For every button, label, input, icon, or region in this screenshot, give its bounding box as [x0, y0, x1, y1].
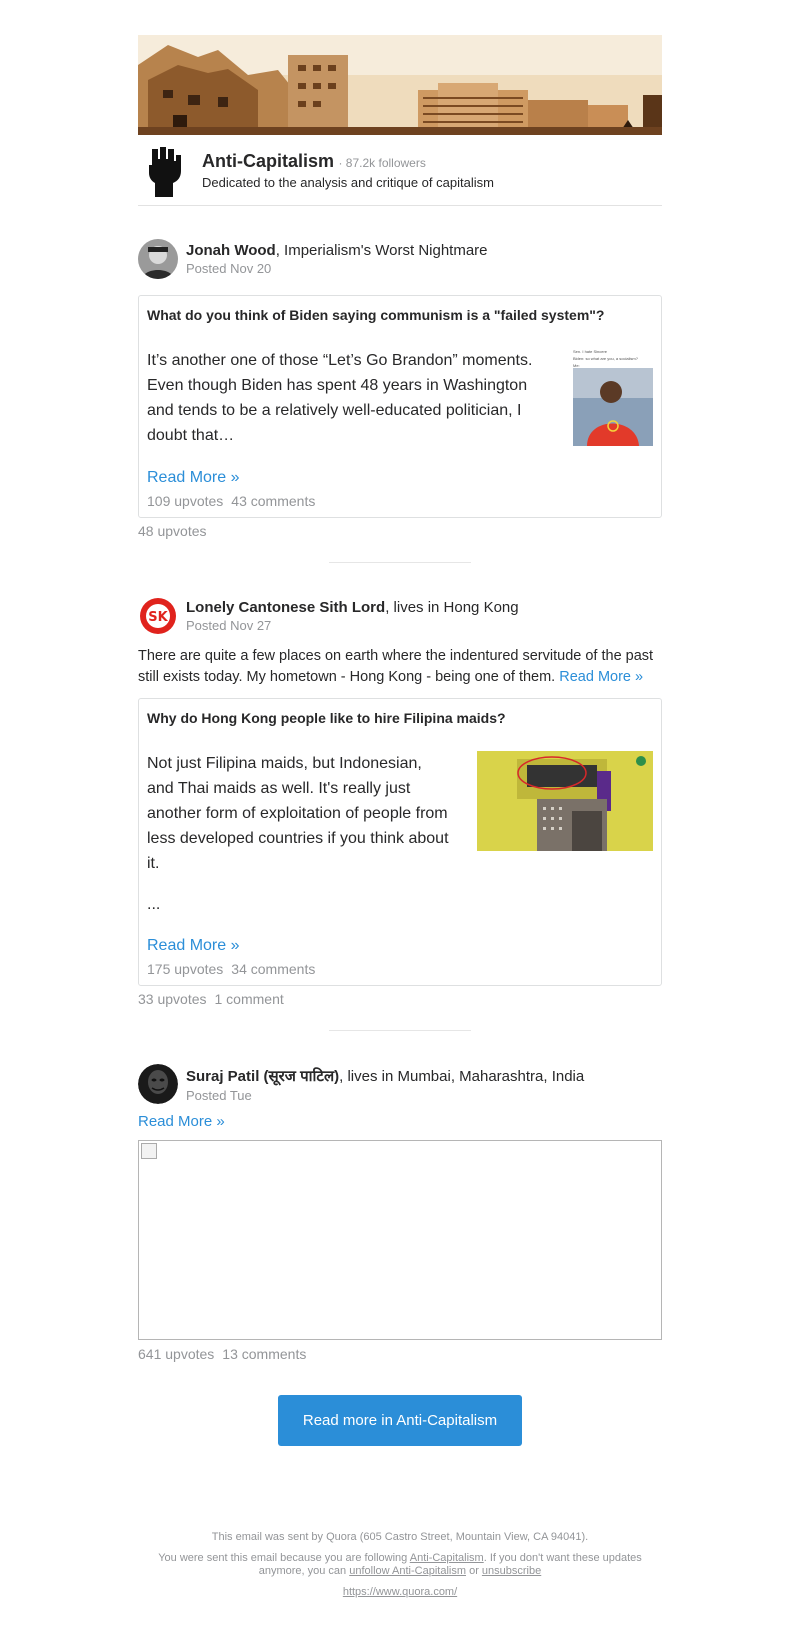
author-name[interactable]: Jonah Wood [186, 242, 276, 259]
comment-count: 13 comments [222, 1346, 307, 1362]
post-stats [138, 1346, 662, 1362]
post-intro [138, 646, 662, 688]
answer-snippet: Not just Filipina maids, but Indonesian, and Thai maids as well. It's really just another form of exploitation of people from less developed countries if you think about it. [147, 755, 449, 872]
space-header [138, 135, 662, 206]
question-title[interactable]: What do you think of Biden saying communism is a "failed system"? [147, 307, 605, 323]
answer-ellipsis: ... [147, 896, 161, 913]
post-author [138, 596, 662, 636]
comment-count: 1 comment [214, 991, 284, 1007]
read-more-in-space-button[interactable]: Read more in Anti-Capitalism [278, 1395, 522, 1446]
post-author [138, 1064, 662, 1104]
avatar[interactable] [138, 239, 178, 279]
author-name[interactable]: Lonely Cantonese Sith Lord [186, 599, 386, 616]
upvote-count: 175 upvotes [147, 961, 224, 977]
feed-post [138, 206, 662, 563]
space-name[interactable]: Anti-Capitalism [202, 150, 335, 171]
answer-thumbnail [477, 751, 653, 917]
read-more-link[interactable]: Read More » [147, 937, 240, 954]
space-followers: · 87.2k followers [338, 155, 426, 170]
upvote-count: 109 upvotes [147, 493, 224, 509]
footer-space-link[interactable]: Anti-Capitalism [409, 1552, 484, 1564]
post-author [138, 239, 662, 279]
thumbnail-caption-line: Sen. I hate Sincere [573, 349, 608, 354]
answer-stats [147, 493, 653, 509]
space-description: Dedicated to the analysis and critique of capitalism [202, 174, 494, 190]
footer-reason [138, 1552, 662, 1578]
feed-post [138, 563, 662, 1031]
post-date: Posted Nov 27 [186, 618, 272, 633]
space-banner-image [138, 35, 662, 135]
upvote-count: 48 upvotes [138, 523, 207, 539]
upvote-count: 33 upvotes [138, 991, 207, 1007]
post-date: Posted Tue [186, 1087, 252, 1103]
email-container [138, 35, 662, 1637]
unsubscribe-link[interactable]: unsubscribe [481, 1565, 542, 1577]
svg-text:SK: SK [148, 610, 168, 625]
post-intro-text: There are quite a few places on earth where the indentured servitude of the past still exists today. My hometown - Hong Kong - being one of them. [138, 648, 654, 685]
post-stats [138, 523, 662, 539]
email-footer [138, 1531, 662, 1637]
author-credential: , lives in Hong Kong [385, 599, 519, 616]
footer-reason-text: You were sent this email because you are following [158, 1552, 410, 1564]
footer-sender: This email was sent by Quora (605 Castro Street, Mountain View, CA 94041). [211, 1531, 589, 1543]
feed-post [138, 1031, 662, 1362]
cta-container [138, 1395, 662, 1446]
answer-stats [147, 961, 653, 977]
read-more-link[interactable]: Read More » [138, 1113, 225, 1130]
post-image-placeholder[interactable] [138, 1140, 662, 1340]
read-more-link[interactable]: Read More » [147, 469, 240, 486]
thumbnail-caption-line: Me: [573, 363, 580, 368]
avatar[interactable] [138, 596, 178, 636]
comment-count: 43 comments [231, 493, 316, 509]
footer-reason-text: . If you don't want these updates anymore, you can [258, 1552, 642, 1577]
quora-url-link[interactable]: https://www.quora.com/ [342, 1586, 458, 1598]
author-name[interactable]: Suraj Patil (सूरज पाटिल) [186, 1067, 340, 1085]
author-credential: , lives in Mumbai, Maharashtra, India [339, 1067, 585, 1085]
answer-thumbnail [573, 348, 653, 451]
post-date: Posted Nov 20 [186, 261, 272, 276]
read-more-link[interactable]: Read More » [559, 669, 644, 685]
question-title[interactable]: Why do Hong Kong people like to hire Filipina maids? [147, 710, 506, 726]
answer-card[interactable] [138, 295, 662, 518]
unfollow-link[interactable]: unfollow Anti-Capitalism [349, 1565, 467, 1577]
footer-or: or [466, 1565, 482, 1577]
thumbnail-caption-line: Biden: so what are you, a socialism? [573, 356, 638, 361]
broken-image-icon [141, 1143, 157, 1159]
answer-card[interactable] [138, 698, 662, 986]
avatar[interactable] [138, 1064, 178, 1104]
author-credential: , Imperialism's Worst Nightmare [275, 242, 488, 259]
answer-snippet: It’s another one of those “Let’s Go Brandon” moments. Even though Biden has spent 48 years in Washington and tends to be a relatively well-educated politician, I doubt that… [147, 352, 533, 444]
comment-count: 34 comments [231, 961, 316, 977]
raised-fist-icon [144, 143, 184, 197]
post-stats [138, 991, 662, 1007]
upvote-count: 641 upvotes [138, 1346, 215, 1362]
